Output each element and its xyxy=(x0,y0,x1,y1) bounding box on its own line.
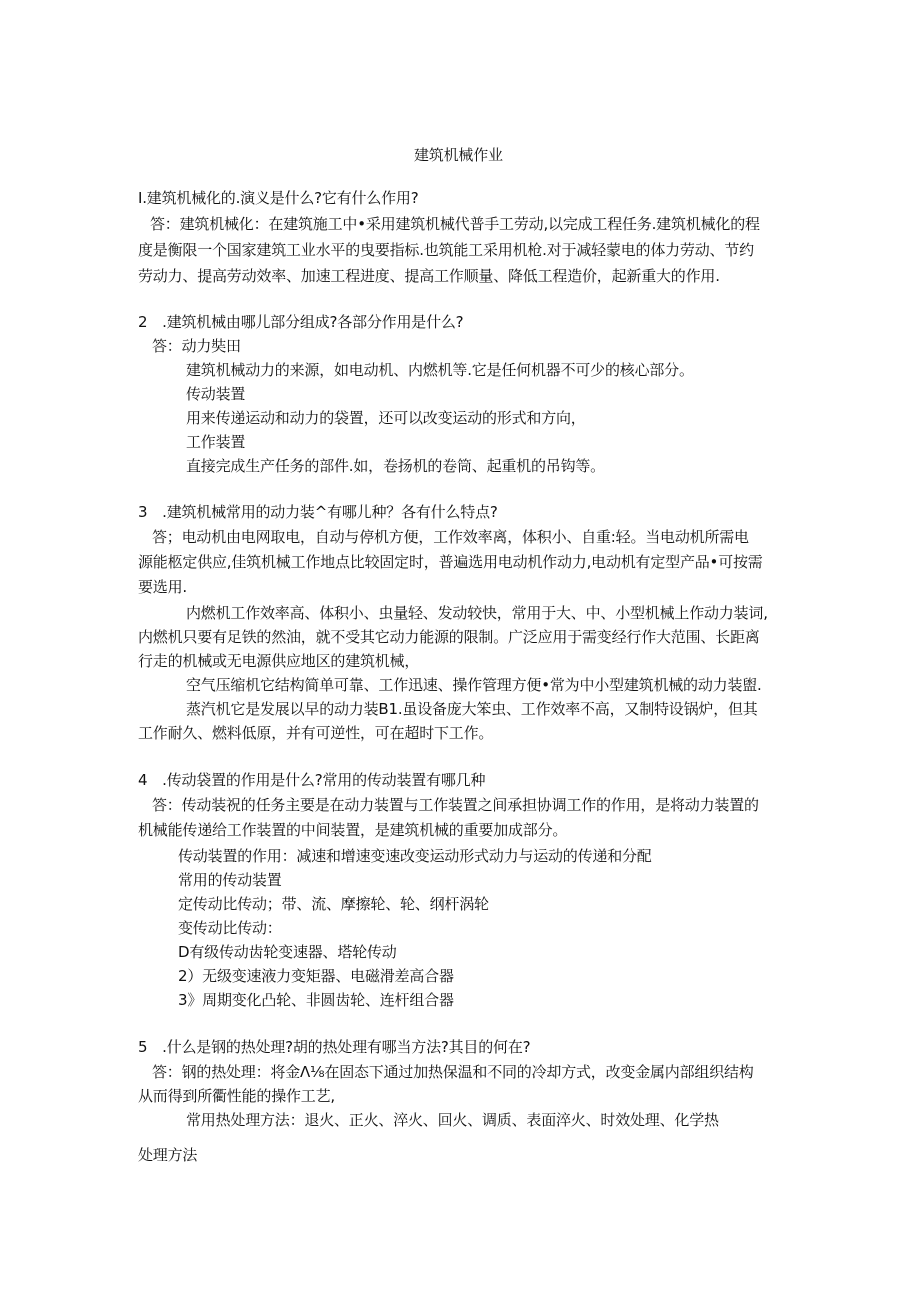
answer-3-line-1: 答；电动机由电网取电，自动与停机方便，工作效率离，体积小、自重:轻。当电动机所需电 xyxy=(152,528,749,546)
question-2: 2 .建筑机械由哪儿部分组成?各部分作用是什么? xyxy=(138,313,464,331)
answer-4-line-7: D有级传动齿轮变速器、塔轮传动 xyxy=(178,943,397,961)
answer-3-line-4: 内燃机工作效率高、体积小、虫量轻、发动较快，常用于大、中、小型机械上作动力装词, xyxy=(186,604,768,622)
answer-4-line-9: 3》周期变化凸轮、非圆齿轮、连杆组合器 xyxy=(178,991,454,1009)
answer-1-line-3: 劳动力、提高劳动效率、加速工程进度、提高工作顺量、降低工程造价，起新重大的作用. xyxy=(138,267,720,285)
answer-5-line-2: 从而得到所衢性能的操作工艺, xyxy=(138,1087,335,1105)
answer-3-line-6: 行走的机械或无电源供应地区的建筑机械， xyxy=(138,652,420,670)
answer-1-line-1: 答：建筑机械化：在建筑施工中•采用建筑机械代普手工劳动,以完成工程任务.建筑机械化的程 xyxy=(150,215,760,233)
answer-4-line-8: 2）无级变速液力变矩器、电磁滑差高合器 xyxy=(178,967,454,985)
question-4: 4 .传动袋置的作用是什么?常用的传动装置有哪几种 xyxy=(138,771,486,789)
answer-4-line-2: 机械能传递给工作装置的中间装置，是建筑机械的重要加成部分。 xyxy=(138,821,568,839)
answer-4-line-1: 答：传动装祝的任务主要是在动力装置与工作装置之间承担协调工作的作用，是将动力装置的 xyxy=(152,796,759,814)
answer-2-line-1: 答：动力奘田 xyxy=(152,337,241,355)
answer-3-line-3: 要选用. xyxy=(138,578,187,596)
answer-3-line-9: 工作耐久、燃料低原，并有可逆性，可在超时下工作。 xyxy=(138,724,494,742)
answer-5-line-4: 处理方法 xyxy=(138,1146,198,1164)
answer-2-line-2: 建筑机械动力的来源，如电动机、内燃机等.它是任何机器不可少的核心部分。 xyxy=(186,361,694,379)
answer-5-line-1: 答：钢的热处理：将金Λ⅛在固态下通过加热保温和不同的冷却方式，改变金属内部组织结构 xyxy=(152,1063,754,1081)
answer-2-line-6: 直接完成生产任务的部件.如，卷扬机的卷筒、起重机的吊钩等。 xyxy=(186,457,605,475)
question-3: 3 .建筑机械常用的动力装^有哪儿种？各有什么特点? xyxy=(138,503,498,521)
answer-2-line-4: 用来传递运动和动力的袋置，还可以改变运动的形式和方向， xyxy=(186,409,586,427)
answer-2-line-5: 工作装置 xyxy=(186,433,246,451)
answer-4-line-3: 传动装置的作用：减速和增速变速改变运动形式动力与运动的传递和分配 xyxy=(178,847,652,865)
answer-2-line-3: 传动装置 xyxy=(186,385,246,403)
answer-3-line-5: 内燃机只要有足铁的然油，就不受其它动力能源的限制。广泛应用于需变经行作大范围、长距离 xyxy=(138,628,760,646)
answer-3-line-2: 源能柩定供应,佳筑机械工作地点比较固定时，普遍选用电动机作动力,电动机有定型产品•可按需 xyxy=(138,553,763,571)
answer-3-line-8: 蒸汽机它是发展以早的动力装B1.虽设备庞大笨虫、工作效率不高，又制特设锅炉，但其 xyxy=(186,700,758,718)
answer-4-line-5: 定传动比传动；带、流、摩擦轮、轮、纲杆涡轮 xyxy=(178,895,489,913)
answer-5-line-3: 常用热处理方法：退火、正火、淬火、回火、调质、表面淬火、时效处理、化学热 xyxy=(186,1111,719,1129)
answer-4-line-6: 变传动比传动： xyxy=(178,919,282,937)
question-5: 5 .什么是钢的热处理?胡的热处理有哪当方法?其目的何在? xyxy=(138,1038,531,1056)
document-title: 建筑机械作业 xyxy=(414,146,503,164)
question-1: I.建筑机械化的.演义是什么?它有什么作用? xyxy=(138,189,419,207)
answer-4-line-4: 常用的传动装置 xyxy=(178,871,282,889)
answer-1-line-2: 度是衡限一个国家建筑工业水平的曳要指标.也筑能工采用机枪.对于减轻蒙电的体力劳动、节约 xyxy=(138,241,754,259)
answer-3-line-7: 空气压缩机它结构简单可靠、工作迅速、操作管理方便•常为中小型建筑机械的动力装盥. xyxy=(186,676,762,694)
